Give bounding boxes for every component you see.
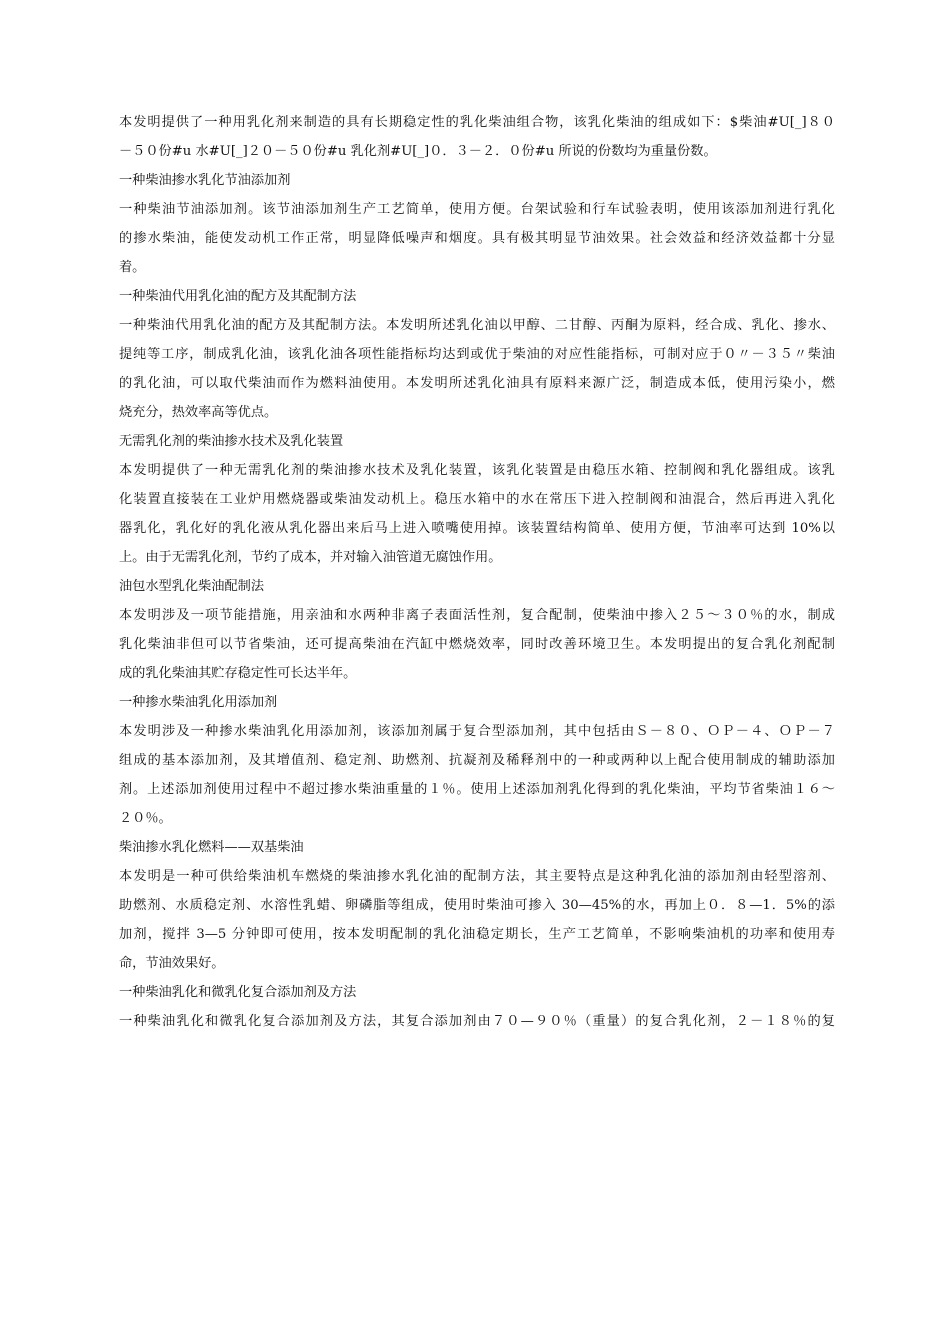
section-heading: 一种掺水柴油乳化用添加剂 [119, 695, 278, 710]
section-heading: 无需乳化剂的柴油掺水技术及乳化装置 [119, 434, 344, 449]
paragraph-line: 剂。上述添加剂使用过程中不超过掺水柴油重量的１％。使用上述添加剂乳化得到的乳化柴油，平均节省柴油１６～ [119, 782, 835, 797]
section-heading: 柴油掺水乳化燃料——双基柴油 [119, 840, 304, 855]
section-heading: 一种柴油乳化和微乳化复合添加剂及方法 [119, 985, 357, 1000]
paragraph-line: 上。由于无需乳化剂，节约了成本，并对输入油管道无腐蚀作用。 [119, 550, 502, 565]
paragraph-line: 命，节油效果好。 [119, 956, 225, 971]
paragraph-line: 助燃剂、水质稳定剂、水溶性乳蜡、卵磷脂等组成，使用时柴油可掺入 30—45%的水，再加上０．８—1．5%的添 [119, 898, 835, 913]
paragraph-line: 组成的基本添加剂，及其增值剂、稳定剂、助燃剂、抗凝剂及稀释剂中的一种或两种以上配合使用制成的辅助添加 [119, 753, 835, 768]
section-heading: 一种柴油掺水乳化节油添加剂 [119, 173, 291, 188]
document-body [119, 108, 835, 1036]
paragraph-line: 一种柴油节油添加剂。该节油添加剂生产工艺简单，使用方便。台架试验和行车试验表明，使用该添加剂进行乳化 [119, 202, 835, 217]
paragraph-line: 一种柴油代用乳化油的配方及其配制方法。本发明所述乳化油以甲醇、二甘醇、丙酮为原料，经合成、乳化、掺水、 [119, 318, 835, 333]
paragraph-line: 加剂，搅拌 3—5 分钟即可使用，按本发明配制的乳化油稳定期长，生产工艺简单，不影响柴油机的功率和使用寿 [119, 927, 835, 942]
paragraph-line: ２０％。 [119, 811, 172, 826]
section-heading: 油包水型乳化柴油配制法 [119, 579, 265, 594]
paragraph-line: 提纯等工序，制成乳化油，该乳化油各项性能指标均达到或优于柴油的对应性能指标，可制对应于０〃－３５〃柴油 [119, 347, 835, 362]
paragraph-line: 一种柴油乳化和微乳化复合添加剂及方法，其复合添加剂由７０—９０％（重量）的复合乳化剂，２－１８％的复 [119, 1014, 835, 1029]
paragraph-line: －５０份#u 水#U[_]２０－５０份#u 乳化剂#U[_]０．３－２．０份#u 所说的份数均为重量份数。 [119, 144, 717, 159]
paragraph-line: 乳化柴油非但可以节省柴油，还可提高柴油在汽缸中燃烧效率，同时改善环境卫生。本发明提出的复合乳化剂配制 [119, 637, 835, 652]
paragraph-line: 本发明提供了一种无需乳化剂的柴油掺水技术及乳化装置，该乳化装置是由稳压水箱、控制阀和乳化器组成。该乳 [119, 463, 835, 478]
section-heading: 一种柴油代用乳化油的配方及其配制方法 [119, 289, 357, 304]
paragraph-line: 本发明提供了一种用乳化剂来制造的具有长期稳定性的乳化柴油组合物，该乳化柴油的组成如下：$柴油#U[_]８０ [119, 115, 835, 130]
paragraph-line: 本发明涉及一种掺水柴油乳化用添加剂，该添加剂属于复合型添加剂，其中包括由Ｓ－８０、ＯＰ－４、ＯＰ－７ [119, 724, 835, 739]
paragraph-line: 着。 [119, 260, 146, 275]
paragraph-line: 器乳化，乳化好的乳化液从乳化器出来后马上进入喷嘴使用掉。该装置结构简单、使用方便，节油率可达到 10%以 [119, 521, 835, 536]
paragraph-line: 烧充分，热效率高等优点。 [119, 405, 278, 420]
paragraph-line: 的乳化油，可以取代柴油而作为燃料油使用。本发明所述乳化油具有原料来源广泛，制造成本低，使用污染小，燃 [119, 376, 835, 391]
paragraph-line: 成的乳化柴油其贮存稳定性可长达半年。 [119, 666, 357, 681]
paragraph-line: 化装置直接装在工业炉用燃烧器或柴油发动机上。稳压水箱中的水在常压下进入控制阀和油混合，然后再进入乳化 [119, 492, 835, 507]
paragraph-line: 本发明涉及一项节能措施，用亲油和水两种非离子表面活性剂，复合配制，使柴油中掺入２５～３０％的水，制成 [119, 608, 835, 623]
paragraph-line: 本发明是一种可供给柴油机车燃烧的柴油掺水乳化油的配制方法，其主要特点是这种乳化油的添加剂由轻型溶剂、 [119, 869, 835, 884]
paragraph-line: 的掺水柴油，能使发动机工作正常，明显降低噪声和烟度。具有极其明显节油效果。社会效益和经济效益都十分显 [119, 231, 835, 246]
